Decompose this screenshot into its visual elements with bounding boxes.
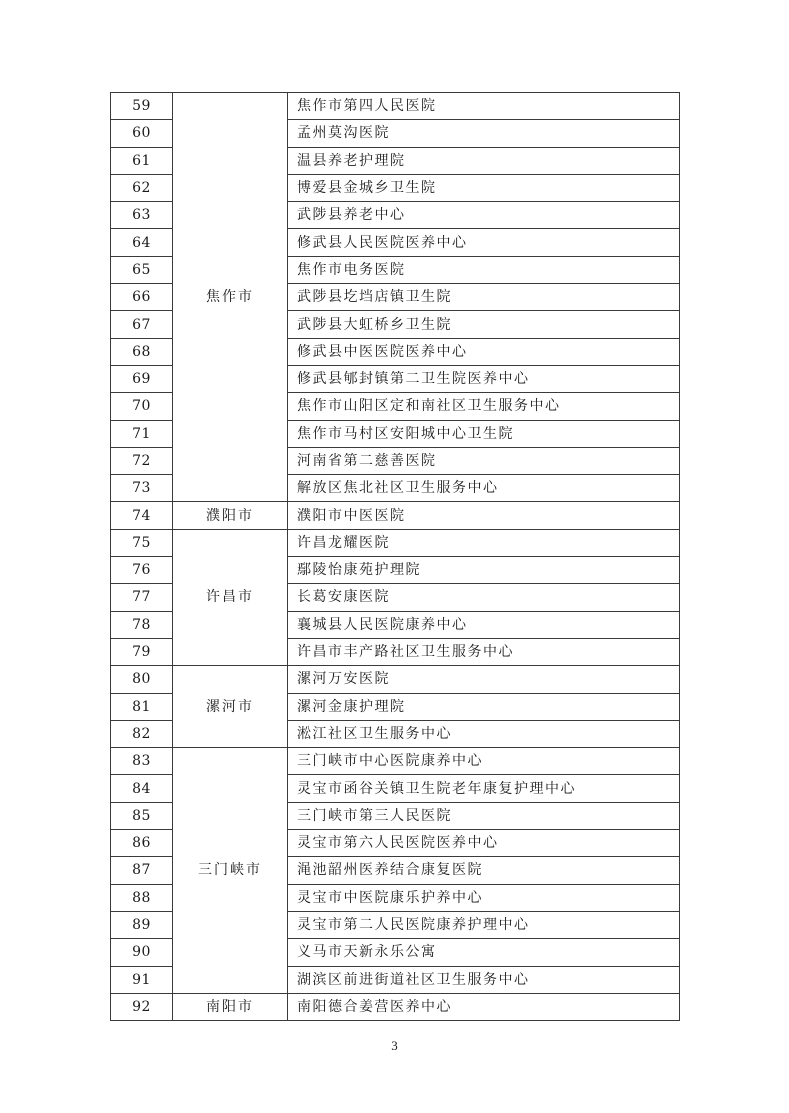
row-number: 74 [111,502,173,529]
institution-name: 湖滨区前进街道社区卫生服务中心 [288,966,680,993]
table-row [111,93,680,120]
row-number: 90 [111,939,173,966]
institution-name: 鄢陵怡康苑护理院 [288,557,680,584]
row-number: 70 [111,393,173,420]
institution-name: 修武县郇封镇第二卫生院医养中心 [288,365,680,392]
row-number: 78 [111,611,173,638]
row-number: 69 [111,365,173,392]
row-number: 68 [111,338,173,365]
city-cell: 三门峡市 [173,748,288,994]
row-number: 79 [111,638,173,665]
city-cell: 许昌市 [173,529,288,665]
institution-name: 濮阳市中医医院 [288,502,680,529]
row-number: 65 [111,256,173,283]
institution-name: 焦作市山阳区定和南社区卫生服务中心 [288,393,680,420]
institution-name: 淞江社区卫生服务中心 [288,720,680,747]
row-number: 82 [111,720,173,747]
row-number: 83 [111,748,173,775]
institution-name: 漯河金康护理院 [288,693,680,720]
institution-name: 河南省第二慈善医院 [288,447,680,474]
row-number: 80 [111,666,173,693]
institution-name: 焦作市电务医院 [288,256,680,283]
row-number: 72 [111,447,173,474]
institution-name: 三门峡市中心医院康养中心 [288,748,680,775]
table-row [111,502,680,529]
table-row [111,666,680,693]
institution-name: 博爱县金城乡卫生院 [288,174,680,201]
row-number: 75 [111,529,173,556]
row-number: 92 [111,993,173,1020]
city-cell: 南阳市 [173,993,288,1020]
institution-name: 漯河万安医院 [288,666,680,693]
institution-name: 渑池韶州医养结合康复医院 [288,857,680,884]
row-number: 73 [111,475,173,502]
row-number: 64 [111,229,173,256]
city-cell: 焦作市 [173,93,288,502]
institution-name: 灵宝市第二人民医院康养护理中心 [288,911,680,938]
row-number: 76 [111,557,173,584]
row-number: 59 [111,93,173,120]
row-number: 91 [111,966,173,993]
row-number: 89 [111,911,173,938]
institution-name: 解放区焦北社区卫生服务中心 [288,475,680,502]
row-number: 61 [111,147,173,174]
row-number: 77 [111,584,173,611]
row-number: 87 [111,857,173,884]
row-number: 86 [111,830,173,857]
table-row [111,993,680,1020]
institution-name: 修武县人民医院医养中心 [288,229,680,256]
institution-name: 灵宝市中医院康乐护养中心 [288,884,680,911]
page-number: 3 [391,1038,398,1053]
institution-name: 武陟县养老中心 [288,202,680,229]
institution-name: 温县养老护理院 [288,147,680,174]
row-number: 85 [111,802,173,829]
row-number: 84 [111,775,173,802]
row-number: 60 [111,120,173,147]
row-number: 62 [111,174,173,201]
institution-name: 孟州莫沟医院 [288,120,680,147]
institution-name: 焦作市马村区安阳城中心卫生院 [288,420,680,447]
institution-name: 义马市天新永乐公寓 [288,939,680,966]
institution-name: 三门峡市第三人民医院 [288,802,680,829]
city-cell: 漯河市 [173,666,288,748]
row-number: 88 [111,884,173,911]
institution-table [110,92,680,1021]
institution-name: 许昌龙耀医院 [288,529,680,556]
institution-name: 灵宝市函谷关镇卫生院老年康复护理中心 [288,775,680,802]
institution-name: 修武县中医医院医养中心 [288,338,680,365]
institution-name: 焦作市第四人民医院 [288,93,680,120]
institution-name: 武陟县圪垱店镇卫生院 [288,284,680,311]
row-number: 66 [111,284,173,311]
institution-table-body [111,93,680,1021]
institution-name: 襄城县人民医院康养中心 [288,611,680,638]
institution-name: 南阳德合姜营医养中心 [288,993,680,1020]
institution-name: 灵宝市第六人民医院医养中心 [288,830,680,857]
institution-name: 武陟县大虹桥乡卫生院 [288,311,680,338]
row-number: 81 [111,693,173,720]
row-number: 67 [111,311,173,338]
institution-name: 长葛安康医院 [288,584,680,611]
table-row [111,529,680,556]
city-cell: 濮阳市 [173,502,288,529]
table-row [111,748,680,775]
institution-name: 许昌市丰产路社区卫生服务中心 [288,638,680,665]
row-number: 63 [111,202,173,229]
row-number: 71 [111,420,173,447]
